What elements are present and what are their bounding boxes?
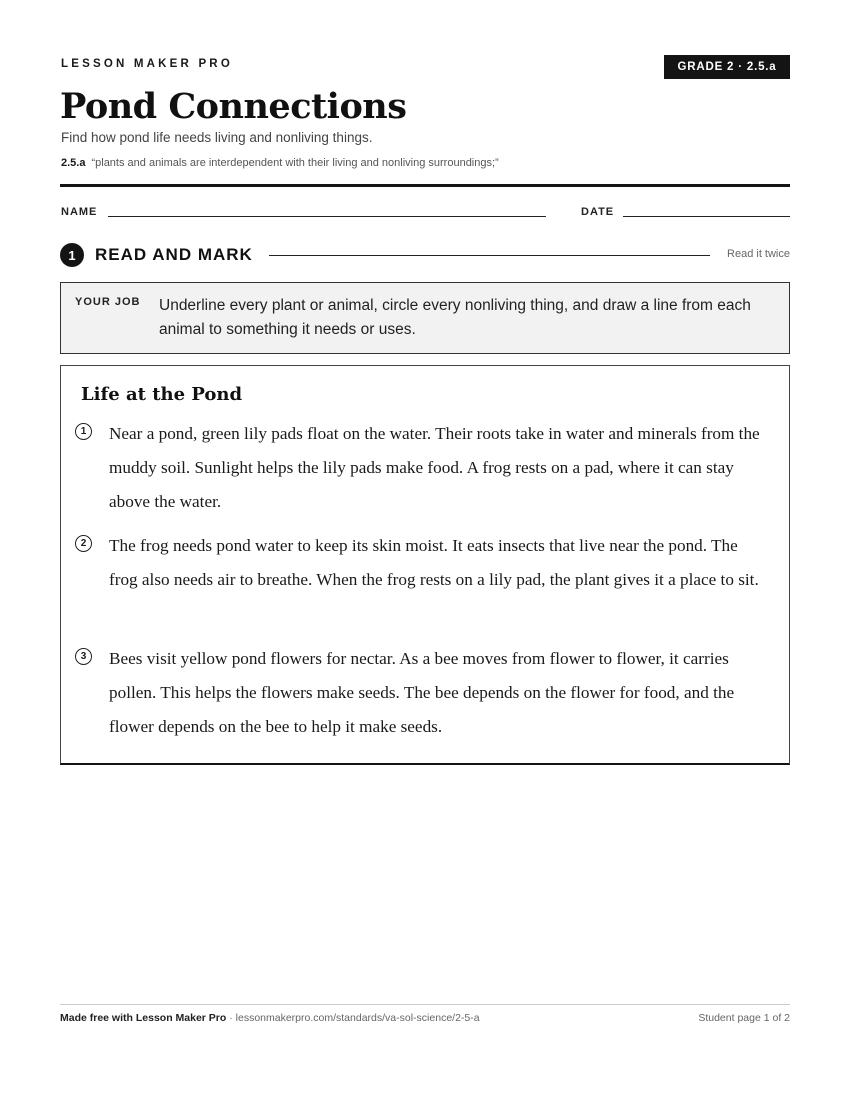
instructions-text: Underline every plant or animal, circle every nonliving thing, and draw a line from each animal to something it needs or uses. — [159, 297, 751, 338]
name-label: NAME — [61, 206, 98, 218]
standard-text: “plants and animals are interdependent with their living and nonliving surroundings;” — [91, 157, 499, 169]
paragraph-text[interactable]: The frog needs pond water to keep its skin moist. It eats insects that live near the pond. The frog also needs air to breathe. When the frog rests on a lily pad, the plant gives it a place to sit. — [109, 536, 759, 589]
paragraph-text[interactable]: Bees visit yellow pond flowers for nectar. As a bee moves from flower to flower, it carries pollen. This helps the flowers make seeds. The bee depends on the flower for food, and the flower depends on the bee to help it make seeds. — [109, 649, 735, 736]
passage-title: Life at the Pond — [81, 384, 243, 405]
reading-passage — [60, 365, 790, 765]
name-field[interactable] — [108, 216, 546, 217]
paragraph-number: 1 — [75, 423, 92, 440]
footer-divider — [60, 1004, 790, 1005]
page-title: Pond Connections — [60, 86, 407, 127]
section-header — [60, 243, 790, 269]
standard-reference — [61, 157, 499, 169]
header-divider — [60, 184, 790, 187]
paragraph-number: 2 — [75, 535, 92, 552]
standard-code: 2.5.a — [61, 157, 86, 169]
paragraph-text[interactable]: Near a pond, green lily pads float on the water. Their roots take in water and minerals from the muddy soil. Sunlight helps the lily pads make food. A frog rests on a pad, where it can stay above the water. — [109, 424, 760, 511]
page-indicator: Student page 1 of 2 — [698, 1012, 790, 1024]
paragraph-number: 3 — [75, 648, 92, 665]
date-field[interactable] — [623, 216, 790, 217]
section-rule — [269, 255, 710, 256]
date-label: DATE — [581, 206, 615, 218]
footer-made-with: Made free with Lesson Maker Pro — [60, 1012, 227, 1024]
instructions-label: YOUR JOB — [75, 296, 141, 308]
brand-name: LESSON MAKER PRO — [61, 58, 233, 70]
page-subtitle: Find how pond life needs living and nonliving things. — [61, 130, 373, 145]
footer-url[interactable]: · lessonmakerpro.com/standards/va-sol-science/2-5-a — [229, 1012, 480, 1024]
section-note: Read it twice — [727, 248, 790, 260]
section-title: READ AND MARK — [95, 245, 253, 264]
footer-credit — [60, 1012, 480, 1024]
instructions-box — [60, 282, 790, 354]
step-number-badge: 1 — [60, 243, 84, 267]
grade-badge: GRADE 2 · 2.5.a — [664, 55, 790, 79]
